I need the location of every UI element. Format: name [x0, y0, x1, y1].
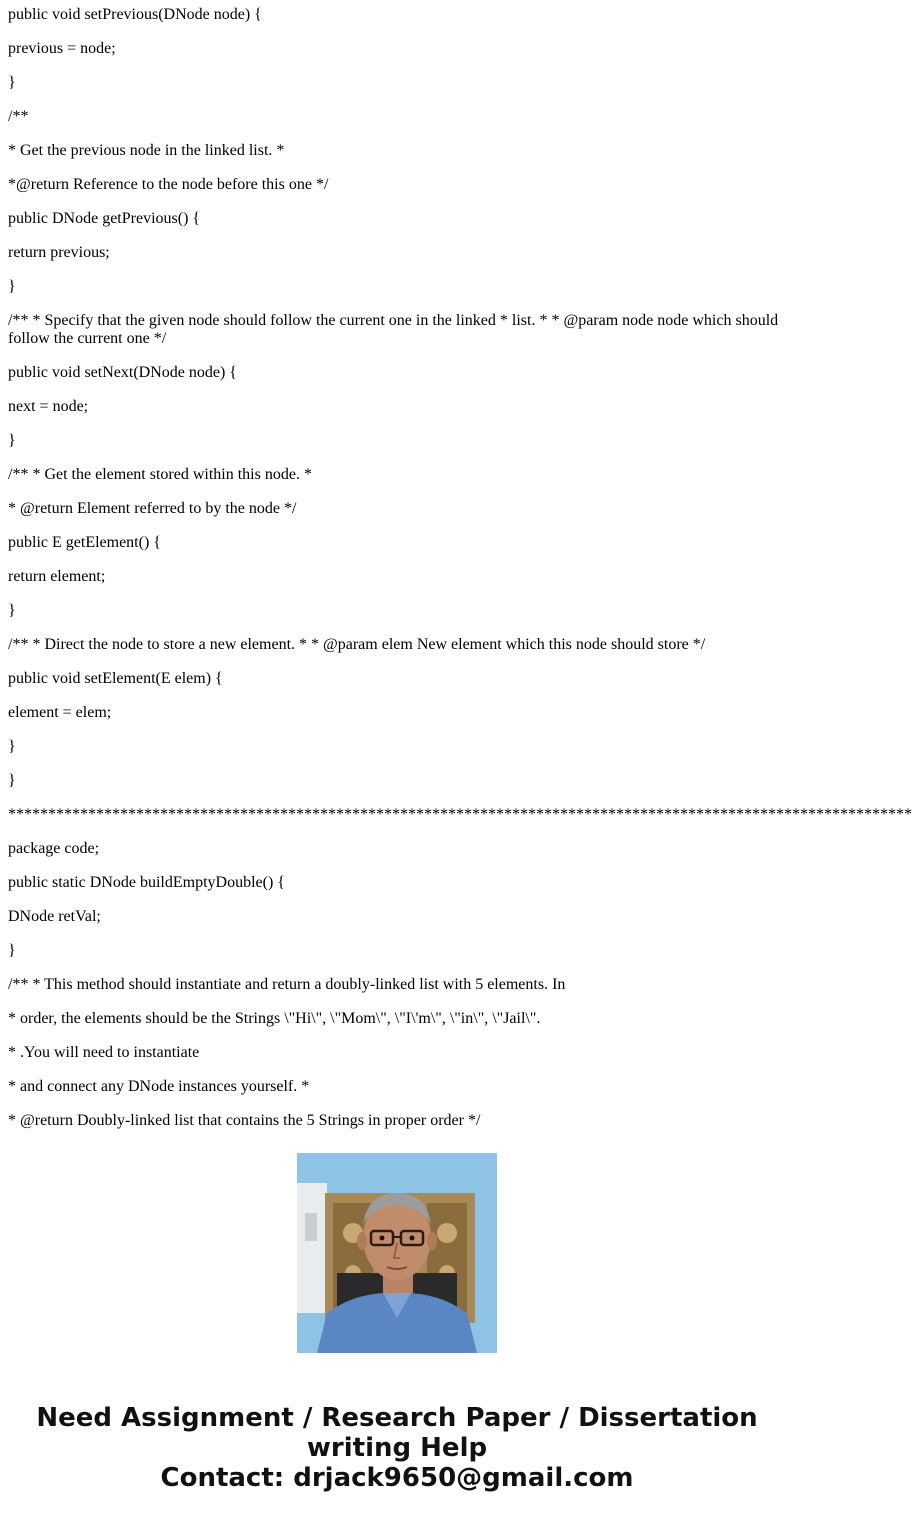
- code-line: }: [8, 278, 16, 295]
- code-line: public static DNode buildEmptyDouble() {: [8, 874, 285, 891]
- code-line: public DNode getPrevious() {: [8, 210, 201, 227]
- code-line: /** * Direct the node to store a new element. * * @param elem New element which this node should store */: [8, 636, 706, 653]
- promo-line: writing Help: [306, 1433, 488, 1463]
- code-line: public E getElement() {: [8, 534, 161, 551]
- code-line: *@return Reference to the node before this one */: [8, 176, 329, 193]
- code-line: package code;: [8, 840, 100, 857]
- code-line: DNode retVal;: [8, 908, 101, 925]
- code-line: }: [8, 74, 16, 91]
- promo-banner: [0, 1403, 794, 1493]
- code-line: public void setElement(E elem) {: [8, 670, 223, 687]
- code-line: public void setNext(DNode node) {: [8, 364, 237, 381]
- code-line: previous = node;: [8, 40, 116, 57]
- separator-line: *****************************************************************************************************************: [8, 806, 912, 823]
- code-line: * @return Element referred to by the node */: [8, 500, 297, 517]
- code-line: /** * Get the element stored within this node. *: [8, 466, 312, 483]
- code-line: return previous;: [8, 244, 110, 261]
- code-line: next = node;: [8, 398, 89, 415]
- code-line: element = elem;: [8, 704, 112, 721]
- code-line: * .You will need to instantiate: [8, 1044, 200, 1061]
- code-line: /**: [8, 108, 29, 125]
- code-line: /** * This method should instantiate and return a doubly-linked list with 5 elements. In: [8, 976, 566, 993]
- promo-line: Need Assignment / Research Paper / Dissertation: [36, 1403, 758, 1433]
- code-line: /** * Specify that the given node should follow the current one in the linked * list. * * @param node node which should follow the current one */: [8, 312, 779, 347]
- author-photo-icon: [297, 1153, 497, 1353]
- contact-email: Contact: drjack9650@gmail.com: [160, 1463, 634, 1493]
- code-line: * and connect any DNode instances yourself. *: [8, 1078, 310, 1095]
- code-line: * @return Doubly-linked list that contains the 5 Strings in proper order */: [8, 1112, 481, 1129]
- code-line: public void setPrevious(DNode node) {: [8, 6, 262, 23]
- code-line: }: [8, 738, 16, 755]
- code-line: * order, the elements should be the Strings \"Hi\", \"Mom\", \"I\'m\", \"in\", \"Jail\".: [8, 1010, 541, 1027]
- code-line: return element;: [8, 568, 106, 585]
- avatar-portrait: [297, 1153, 497, 1353]
- code-line: }: [8, 602, 16, 619]
- code-line: * Get the previous node in the linked list. *: [8, 142, 285, 159]
- code-line: }: [8, 772, 16, 789]
- code-line: }: [8, 942, 16, 959]
- code-line: }: [8, 432, 16, 449]
